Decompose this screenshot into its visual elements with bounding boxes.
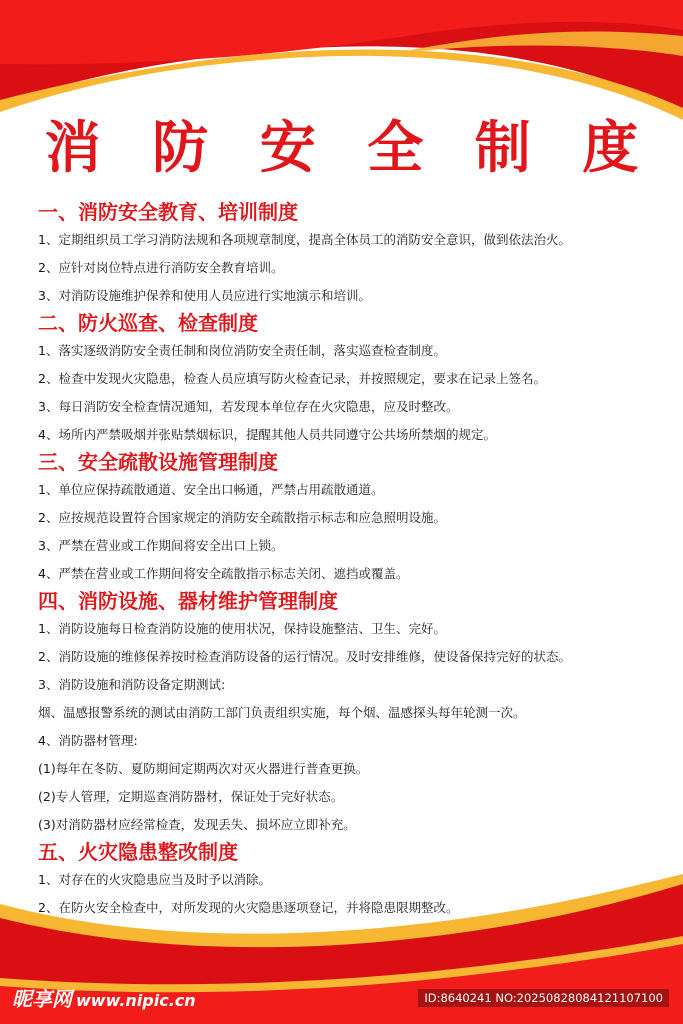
list-item: 1、对存在的火灾隐患应当及时予以消除。: [38, 872, 271, 887]
watermark-site: www.nipic.cn: [76, 991, 196, 1010]
watermark-logo-text: 昵享网: [12, 987, 72, 1011]
list-item: (1)每年在冬防、夏防期间定期两次对灭火器进行普查更换。: [38, 761, 369, 776]
list-item: 1、消防设施每日检查消防设施的使用状况，保持设施整洁、卫生、完好。: [38, 621, 446, 636]
list-item: 2、在防火安全检查中，对所发现的火灾隐患逐项登记，并将隐患限期整改。: [38, 900, 459, 915]
list-item: 4、严禁在营业或工作期间将安全疏散指示标志关闭、遮挡或覆盖。: [38, 566, 409, 581]
list-item: 2、消防设施的维修保养按时检查消防设备的运行情况。及时安排维修，使设备保持完好的状态。: [38, 649, 571, 664]
list-item: 1、定期组织员工学习消防法规和各项规章制度，提高全体员工的消防安全意识，做到依法治火。: [38, 232, 571, 247]
list-item: 1、落实逐级消防安全责任制和岗位消防安全责任制，落实巡查检查制度。: [38, 343, 446, 358]
section-2: [38, 310, 663, 449]
list-item: (2)专人管理，定期巡查消防器材，保证处于完好状态。: [38, 789, 344, 804]
section-3: [38, 449, 663, 588]
section-heading: 一、消防安全教育、培训制度: [38, 200, 298, 224]
list-item: 1、单位应保持疏散通道、安全出口畅通，严禁占用疏散通道。: [38, 482, 384, 497]
list-item: (3)对消防器材应经常检查，发现丢失、损坏应立即补充。: [38, 817, 356, 832]
list-item: 3、消防设施和消防设备定期测试:: [38, 677, 226, 692]
section-1: [38, 199, 663, 310]
list-item: 2、应按规范设置符合国家规定的消防安全疏散指示标志和应急照明设施。: [38, 510, 446, 525]
list-item: 4、消防器材管理:: [38, 733, 138, 748]
list-item: 3、严禁在营业或工作期间将安全出口上锁。: [38, 538, 284, 553]
section-heading: 四、消防设施、器材维护管理制度: [38, 589, 338, 613]
watermark-logo: [12, 983, 196, 1012]
list-item: 4、场所内严禁吸烟并张贴禁烟标识，提醒其他人员共同遵守公共场所禁烟的规定。: [38, 427, 496, 442]
image-id-label: ID:8640241 NO:20250828084121107100: [418, 989, 669, 1007]
section-heading: 三、安全疏散设施管理制度: [38, 450, 278, 474]
section-4: [38, 588, 663, 839]
list-item: 3、对消防设施维护保养和使用人员应进行实地演示和培训。: [38, 288, 371, 303]
content: [38, 199, 663, 922]
section-heading: 五、火灾隐患整改制度: [38, 840, 238, 864]
list-item: 2、应针对岗位特点进行消防安全教育培训。: [38, 260, 284, 275]
section-heading: 二、防火巡查、检查制度: [38, 311, 258, 335]
page-title: 消 防 安 全 制 度: [44, 116, 655, 181]
list-item: 烟、温感报警系统的测试由消防工部门负责组织实施，每个烟、温感探头每年轮测一次。: [38, 705, 526, 720]
list-item: 2、检查中发现火灾隐患，检查人员应填写防火检查记录，并按照规定，要求在记录上签名。: [38, 371, 546, 386]
list-item: 3、每日消防安全检查情况通知，若发现本单位存在火灾隐患，应及时整改。: [38, 399, 459, 414]
